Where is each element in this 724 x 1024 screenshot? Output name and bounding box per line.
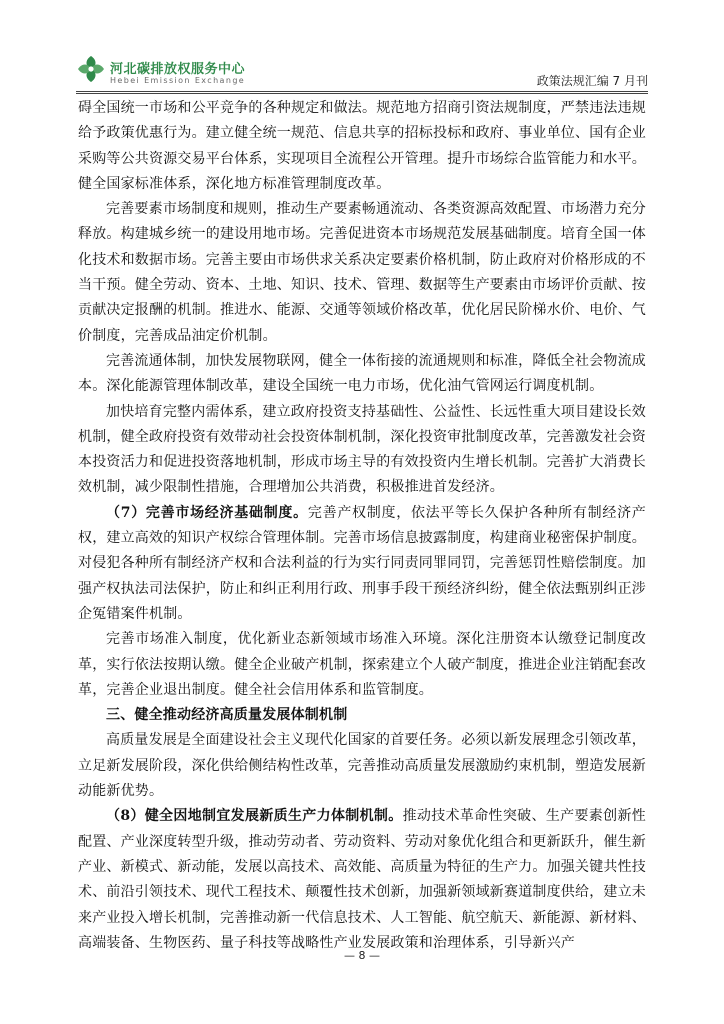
paragraph: 完善要素市场制度和规则，推动生产要素畅通流动、各类资源高效配置、市场潜力充分释放。构建城乡统一的建设用地市场。完善促进资本市场规范发展基础制度。培育全国一体化技术和数据市场。完善主要由市场供求关系决定要素价格机制，防止政府对价格形成的不当干预。健全劳动、资本、土地、知识、技术、管理、数据等生产要素由市场评价贡献、按贡献决定报酬的机制。推进水、能源、交通等领域价格改革，优化居民阶梯水价、电价、气价制度，完善成品油定价机制。 (78, 201, 646, 344)
org-name-en: Hebei Emission Exchange (110, 76, 246, 85)
paragraph: 完善流通体制，加快发展物联网，健全一体衔接的流通规则和标准，降低全社会物流成本。深化能源管理体制改革，建设全国统一电力市场，优化油气管网运行调度机制。 (78, 352, 646, 395)
paragraph-text: 推动技术革命性突破、生产要素创新性配置、产业深度转型升级，推动劳动者、劳动资料、劳动对象优化组合和更新跃升，催生新产业、新模式、新动能，发展以高技术、高效能、高质量为特征的生产力。加强关键共性技术、前沿引领技术、现代工程技术、颠覆性技术创新，加强新领域新赛道制度供给，建立未来产业投入增长机制，完善推动新一代信息技术、人工智能、航空航天、新能源、新材料、高端装备、生物医药、量子科技等战略性产业发展政策和治理体系，引导新兴产 (78, 808, 646, 951)
leaf-logo-icon (76, 54, 106, 84)
paragraph (78, 804, 646, 956)
paragraph: 高质量发展是全面建设社会主义现代化国家的首要任务。必须以新发展理念引领改革，立足新发展阶段，深化供给侧结构性改革，完善推动高质量发展激励约束机制，塑造发展新动能新优势。 (78, 732, 646, 800)
page-header (76, 52, 648, 92)
org-name-cn: 河北碳排放权服务中心 (110, 62, 246, 77)
paragraph-text: 完善产权制度，依法平等长久保护各种所有制经济产权，建立高效的知识产权综合管理体制。完善市场信息披露制度，构建商业秘密保护制度。对侵犯各种所有制经济产权和合法利益的行为实行同责同罪同罚，完善惩罚性赔偿制度。加强产权执法司法保护，防止和纠正利用行政、刑事手段干预经济纠纷，健全依法甄别纠正涉企冤错案件机制。 (78, 504, 646, 622)
section-lead: （7）完善市场经济基础制度。 (106, 504, 308, 521)
paragraph: 完善市场准入制度，优化新业态新领域市场准入环境。深化注册资本认缴登记制度改革，实行依法按期认缴。健全企业破产机制，探索建立个人破产制度，推进企业注销配套改革，完善企业退出制度。健全社会信用体系和监管制度。 (78, 631, 646, 698)
paragraph (78, 501, 646, 627)
paragraph: 碍全国统一市场和公平竞争的各种规定和做法。规范地方招商引资法规制度，严禁违法违规给予政策优惠行为。建立健全统一规范、信息共享的招标投标和政府、事业单位、国有企业采购等公共资源交易平台体系，实现项目全流程公开管理。提升市场综合监管能力和水平。健全国家标准体系，深化地方标准管理制度改革。 (78, 100, 646, 192)
section-heading: 三、健全推动经济高质量发展体制机制 (106, 707, 348, 724)
header-divider (76, 91, 648, 94)
document-body (78, 96, 646, 956)
issue-title: 政策法规汇编 7 月刊 (536, 74, 648, 88)
page-number: — 8 — (344, 949, 380, 962)
section-lead: （8）健全因地制宜发展新质生产力体制机制。 (106, 808, 403, 825)
paragraph: 加快培育完整内需体系，建立政府投资支持基础性、公益性、长远性重大项目建设长效机制，健全政府投资有效带动社会投资体制机制，深化投资审批制度改革，完善激发社会资本投资活力和促进投资落地机制，形成市场主导的有效投资内生增长机制。完善扩大消费长效机制，减少限制性措施，合理增加公共消费，积极推进首发经济。 (78, 403, 646, 496)
